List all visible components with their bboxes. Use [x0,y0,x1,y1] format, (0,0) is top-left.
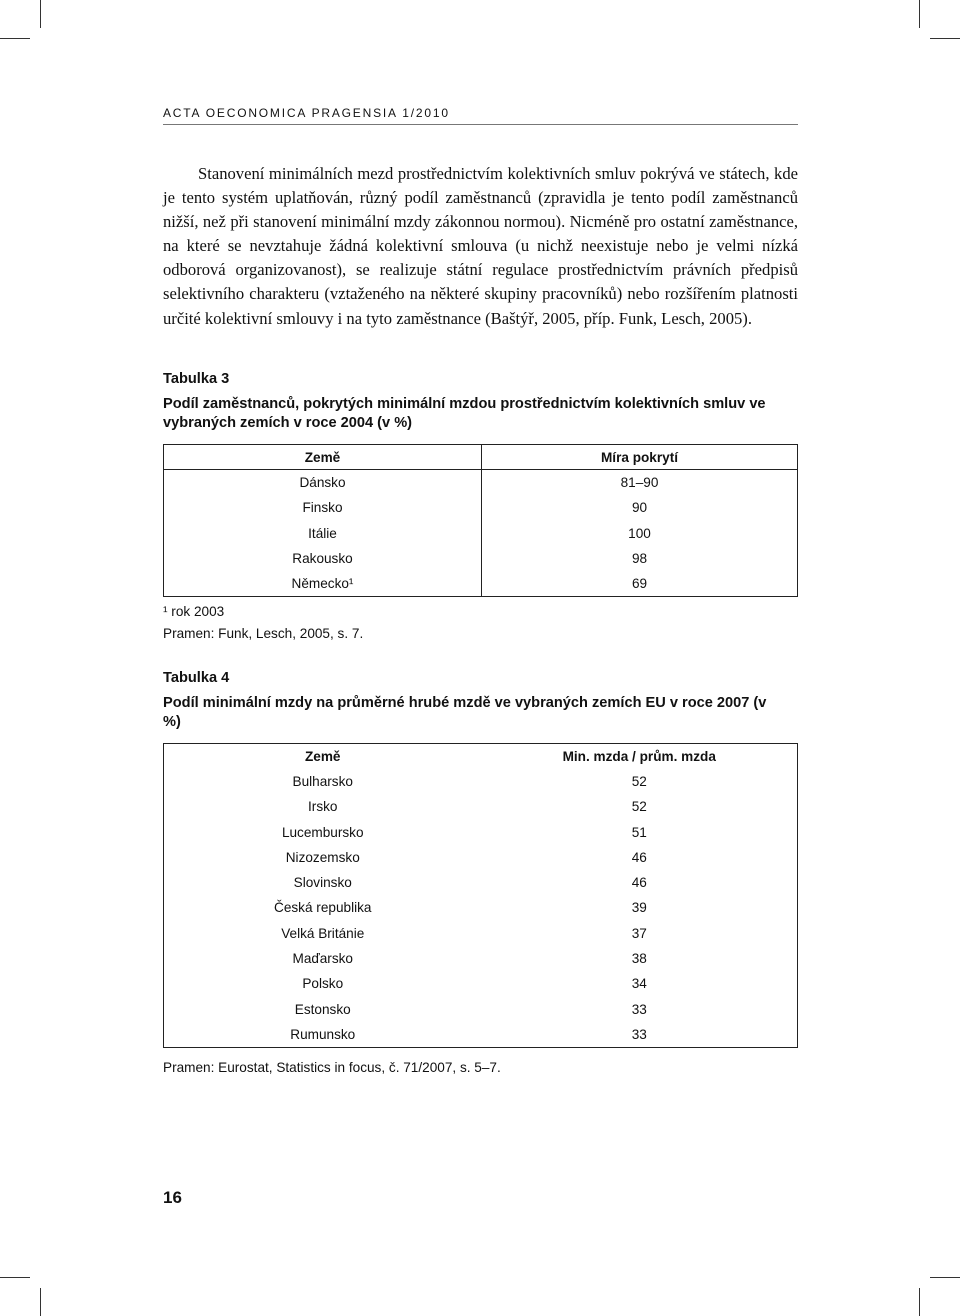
value-cell: 69 [631,575,648,591]
value-cell: 33 [631,1026,647,1042]
table-row [164,971,798,996]
table4-label: Tabulka 4 [163,670,230,686]
country-cell: Německo¹ [164,571,482,596]
table3-label: Tabulka 3 [163,371,230,387]
crop-mark [919,0,920,28]
country-cell: Slovinsko [293,875,352,891]
country-cell: Velká Británie [281,925,365,941]
table3-source: Pramen: Funk, Lesch, 2005, s. 7. [163,626,364,641]
table-row [164,769,798,794]
table-row [164,470,798,495]
table-row [164,1022,798,1047]
table-row [164,946,798,971]
header-divider [163,124,798,125]
country-cell: Itálie [164,520,482,545]
table-row [164,819,798,844]
crop-mark [40,0,41,28]
value-cell: 52 [631,799,647,815]
table3 [163,444,798,597]
table4 [163,743,798,1048]
table3-header-row [164,445,798,470]
country-cell: Maďarsko [292,951,353,967]
body-paragraph: Stanovení minimálních mezd prostřednictvím kolektivních smluv pokrývá ve státech, kde je tento systém uplatňován, různý podíl zaměstnanců (zpravidla je tento podíl zaměstnanců nižší, než při stanovení minimální mzdy zákonnou normou). Nicméně pro ostatní zaměstnance, na které se nevztahuje žádná kolektivní smlouva (u nichž neexistuje nebo je velmi nízká odborová organizovanost), se realizuje státní regulace prostřednictvím právních předpisů selektivního charakteru (vztaženého na některé skupiny pracovníků) nebo rozšířením platnosti určité kolektivní smlouvy i na tyto zaměstnance (Baštýř, 2005, příp. Funk, Lesch, 2005). [163,164,798,328]
value-cell: 37 [631,925,647,941]
table3-col-value: Míra pokrytí [600,449,679,465]
table-row [164,996,798,1021]
country-cell: Finsko [164,495,482,520]
value-cell: 33 [631,1001,647,1017]
table4-header-row [164,744,798,769]
value-cell: 81–90 [620,475,659,491]
table3-title: Podíl zaměstnanců, pokrytých minimální mzdou prostřednictvím kolektivních smluv ve vybraných zemích v roce 2004 (v %) [163,396,766,431]
table-row [164,546,798,571]
value-cell: 51 [631,824,647,840]
country-cell: Estonsko [294,1001,351,1017]
crop-mark [930,1277,960,1278]
table-row [164,895,798,920]
table-row [164,520,798,545]
journal-header: ACTA OECONOMICA PRAGENSIA 1/2010 [163,106,450,120]
country-cell: Bulharsko [292,773,353,789]
table-row [164,921,798,946]
table-row [164,495,798,520]
country-cell: Rakousko [164,546,482,571]
value-cell: 98 [631,550,648,566]
crop-mark [0,38,30,39]
value-cell: 34 [631,976,647,992]
table-row [164,845,798,870]
crop-mark [40,1288,41,1316]
table-row [164,794,798,819]
value-cell: 90 [631,500,648,516]
country-cell: Dánsko [164,470,482,495]
value-cell: 52 [631,773,647,789]
country-cell: Irsko [308,799,338,815]
country-cell: Rumunsko [290,1026,356,1042]
table4-title: Podíl minimální mzdy na průměrné hrubé mzdě ve vybraných zemích EU v roce 2007 (v %) [163,695,767,730]
country-cell: Česká republika [274,900,372,916]
value-cell: 46 [631,849,647,865]
table3-footnote: ¹ rok 2003 [163,604,225,619]
crop-mark [919,1288,920,1316]
value-cell: 39 [631,900,647,916]
country-cell: Lucembursko [281,824,364,840]
value-cell: 46 [631,875,647,891]
crop-mark [930,38,960,39]
country-cell: Nizozemsko [285,849,360,865]
page-number: 16 [163,1188,182,1207]
table-row [164,571,798,596]
crop-mark [0,1277,30,1278]
country-cell: Polsko [302,976,344,992]
table3-col-country: Země [164,445,482,470]
table4-source: Pramen: Eurostat, Statistics in focus, č. 71/2007, s. 5–7. [163,1060,501,1075]
table4-col-value: Min. mzda / prům. mzda [562,748,716,764]
value-cell: 38 [631,951,647,967]
table-row [164,870,798,895]
table4-col-country: Země [304,748,341,764]
value-cell: 100 [628,525,651,541]
